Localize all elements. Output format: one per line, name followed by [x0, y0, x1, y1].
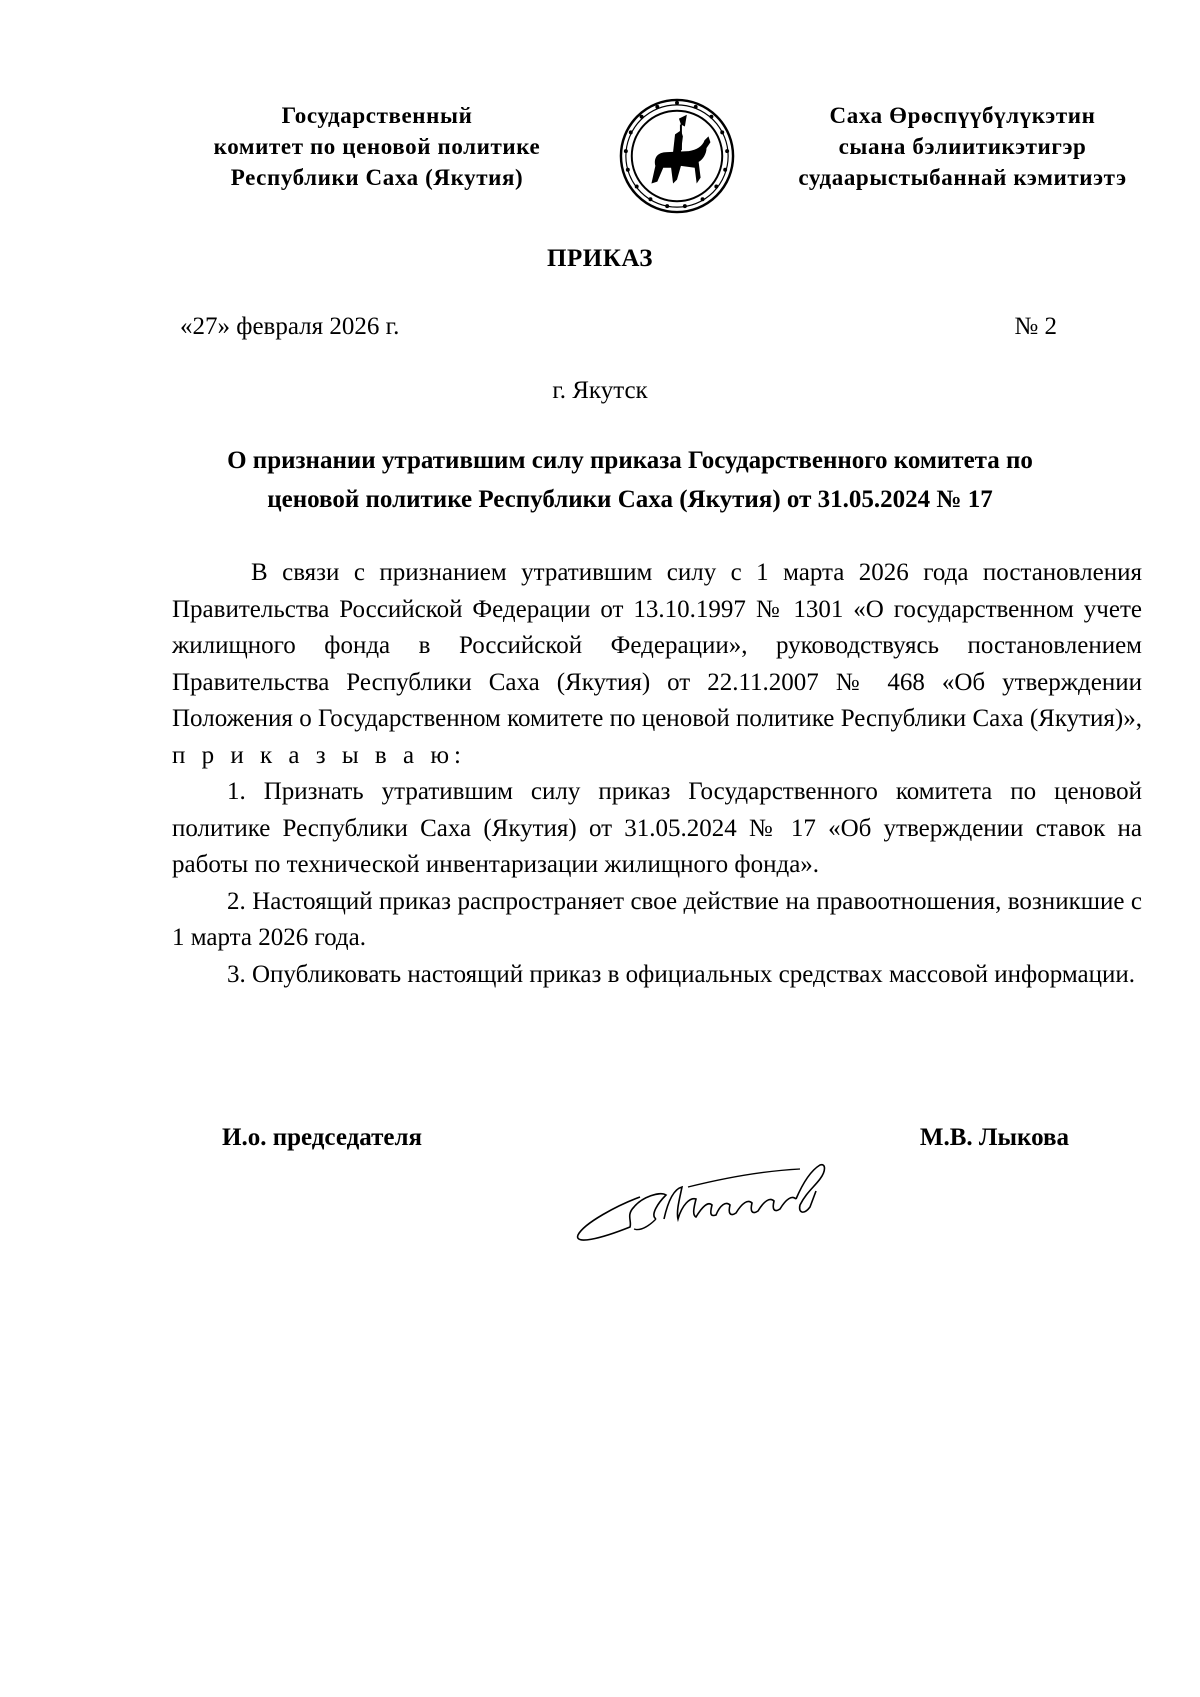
order-city: г. Якутск	[552, 377, 648, 404]
preamble-text: В связи с признанием утратившим силу с 1 марта 2026 года постановления Правительства Российской Федерации от 13.10.1997 № 1301 «О государственном учете жилищного фонда в Российской Федерации», руководствуясь постановлением Правительства Республики Саха (Якутия) от 22.11.2007 № 468 «Об утверждении Положения о Государственном комитете по ценовой политике Республики Саха (Якутия)»,	[172, 559, 1142, 732]
committee-name-russian	[192, 100, 562, 193]
order-item: 2. Настоящий приказ распространяет свое действие на правоотношения, возникшие с 1 марта 2026 года.	[172, 887, 1142, 951]
header-right-line: судаарыстыбаннай кэмитиэтэ	[798, 165, 1127, 190]
header-right-line: сыана бэлиитикэтигэр	[838, 134, 1087, 159]
header-left-line: Республики Саха (Якутия)	[230, 165, 524, 190]
order-subject: О признании утратившим силу приказа Государственного комитета по ценовой политике Республики Саха (Якутия) от 31.05.2024 № 17	[227, 447, 1033, 513]
document-type-title: ПРИКАЗ	[547, 245, 653, 272]
preamble-paragraph	[172, 555, 1142, 774]
order-item: 3. Опубликовать настоящий приказ в официальных средствах массовой информации.	[227, 960, 1135, 988]
order-date: «27» февраля 2026 г.	[180, 313, 400, 340]
header-left-line: комитет по ценовой политике	[213, 134, 541, 159]
header-right-line: Саха Өрөспүүбүлүкэтин	[829, 103, 1096, 128]
order-word: п р и к а з ы в а ю:	[172, 741, 466, 769]
order-item: 1. Признать утратившим силу приказ Государственного комитета по ценовой политике Республики Саха (Якутия) от 31.05.2024 № 17 «Об утверждении ставок на работы по технической инвентаризации жилищного фонда».	[172, 778, 1142, 878]
committee-name-sakha	[760, 100, 1165, 193]
signatory-position: И.о. председателя	[222, 1124, 423, 1151]
order-body	[172, 555, 1142, 993]
handwritten-signature	[570, 1135, 860, 1255]
sakha-coat-of-arms-icon	[618, 97, 736, 215]
header-left-line: Государственный	[281, 103, 473, 128]
signatory-name: М.В. Лыкова	[919, 1124, 1069, 1151]
order-number: № 2	[1014, 313, 1057, 340]
